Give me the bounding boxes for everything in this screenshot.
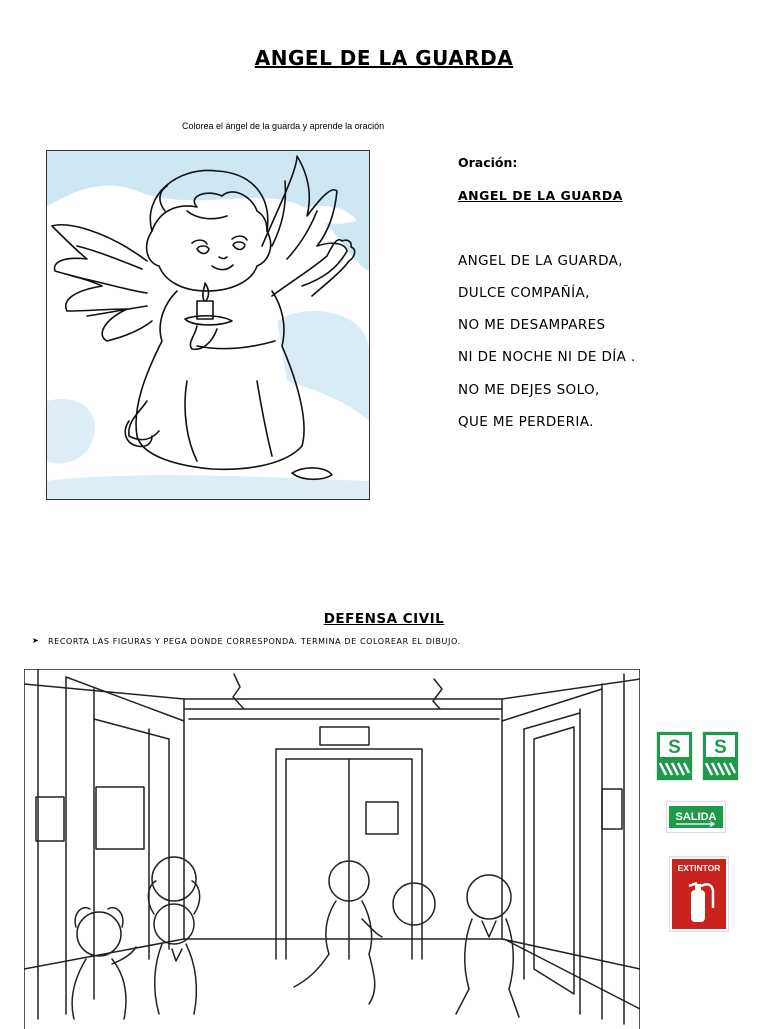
prayer-title: ANGEL DE LA GUARDA bbox=[458, 188, 623, 203]
civil-defense-title: DEFENSA CIVIL bbox=[323, 611, 445, 627]
safe-zone-letter: S bbox=[714, 737, 727, 758]
page-title: ANGEL DE LA GUARDA bbox=[254, 46, 514, 70]
prayer-line: NO ME DEJES SOLO, bbox=[458, 382, 600, 398]
prayer-heading: Oración: bbox=[458, 155, 518, 170]
exit-sign-label: SALIDA bbox=[675, 811, 717, 823]
angel-illustration bbox=[46, 150, 370, 500]
prayer-line: DULCE COMPAÑÍA, bbox=[458, 285, 590, 301]
hallway-illustration bbox=[24, 669, 640, 1029]
prayer-line: QUE ME PERDERIA. bbox=[458, 414, 594, 430]
coloring-instruction: Colorea el ángel de la guarda y aprende la oración bbox=[182, 121, 385, 131]
prayer-line: NO ME DESAMPARES bbox=[458, 317, 606, 333]
extinguisher-sign-label: EXTINTOR bbox=[677, 863, 721, 873]
safe-zone-sign bbox=[656, 731, 693, 781]
civil-defense-instruction: RECORTA LAS FIGURAS Y PEGA DONDE CORRESPONDA. TERMINA DE COLOREAR EL DIBUJO. bbox=[48, 637, 461, 646]
bullet-arrow-icon: ➤ bbox=[32, 636, 39, 645]
prayer-line: NI DE NOCHE NI DE DÍA . bbox=[458, 349, 636, 365]
exit-sign bbox=[666, 801, 726, 833]
prayer-line: ANGEL DE LA GUARDA, bbox=[458, 253, 623, 269]
safe-zone-letter: S bbox=[668, 737, 681, 758]
fire-extinguisher-sign bbox=[669, 856, 729, 932]
safe-zone-sign bbox=[702, 731, 739, 781]
